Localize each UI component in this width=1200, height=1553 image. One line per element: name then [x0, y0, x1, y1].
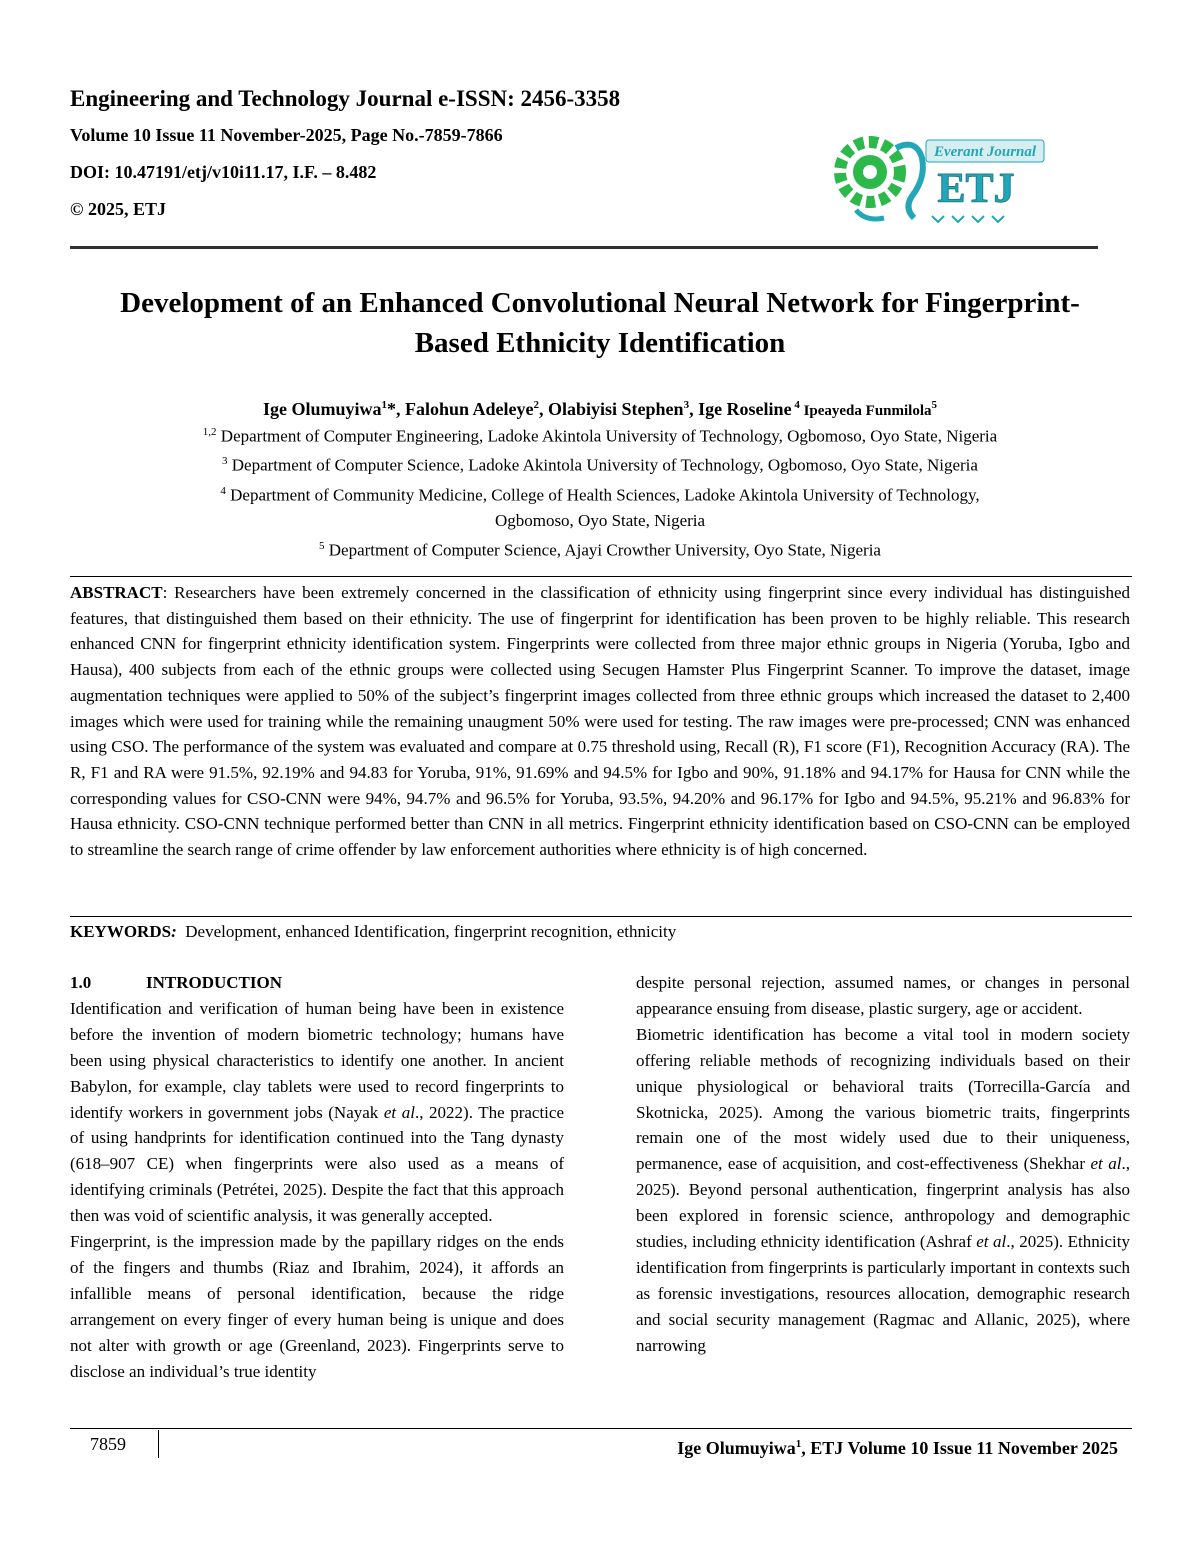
right-column — [636, 970, 1130, 1359]
affiliation-sup: 5 — [319, 539, 325, 552]
abstract-label: ABSTRACT — [70, 583, 163, 602]
author-2-sup: 2 — [533, 399, 540, 411]
copyright-line: © 2025, ETJ — [70, 199, 166, 219]
journal-title: Engineering and Technology Journal e-ISSN: 2456-3358 — [70, 86, 621, 111]
author-separator: , — [539, 399, 549, 419]
author-5: Ipeayeda Funmilola — [799, 403, 932, 419]
section-number: 1.0 — [70, 973, 92, 992]
logo-text-main: ETJ — [937, 166, 1015, 212]
text-run-italic: et al — [383, 1102, 415, 1122]
keywords-text: Development, enhanced Identification, fingerprint recognition, ethnicity — [176, 922, 677, 941]
author-3-sup: 3 — [683, 399, 690, 411]
text-run-italic: et al — [1090, 1154, 1122, 1174]
abstract — [70, 580, 1130, 863]
author-separator: , — [689, 399, 699, 419]
abstract-bottom-rule — [70, 916, 1132, 917]
paper-title-line1: Development of an Enhanced Convolutional Neural Network for Fingerprint- — [120, 287, 1080, 319]
corresponding-marker: *, — [387, 399, 405, 419]
affiliation-sup: 3 — [222, 455, 228, 468]
author-1: Ige Olumuyiwa — [262, 399, 382, 419]
intro-paragraph-3 — [636, 1022, 1130, 1359]
running-footer — [677, 1432, 1118, 1460]
volume-line: Volume 10 Issue 11 November-2025, Page No.-7859-7866 — [70, 125, 503, 145]
text-run-italic: et al — [976, 1232, 1007, 1252]
section-title: INTRODUCTION — [146, 973, 283, 992]
footer-author: Ige Olumuyiwa — [677, 1438, 796, 1458]
page-number: 7859 — [90, 1434, 126, 1454]
affiliation-3 — [60, 449, 1140, 478]
keywords-colon: : — [171, 922, 177, 941]
author-4: Ige Roseline — [698, 399, 792, 419]
intro-paragraph-2-cont: despite personal rejection, assumed names, or changes in personal appearance ensuing from disease, plastic surgery, age or accident. — [636, 973, 1130, 1018]
footer-author-sup: 1 — [795, 1438, 802, 1450]
paper-title-line2: Based Ethnicity Identification — [414, 327, 786, 359]
text-run: ., 2022). The practice of using handprints for identification continued into the Tang dynasty (618–907 CE) when fingerprints were also used as a means of identifying criminals (Petrétei, 2025). Despite the fact that this approach then was void of scientific analysis, it was generally accepted. — [70, 1102, 564, 1226]
author-3: Olabiyisi Stephen — [548, 399, 684, 419]
text-run: ., 2025). Ethnicity identification from fingerprints is particularly important in contexts such as forensic investigations, resources allocation, demographic research and social security management (Ragmac and Allanic, 2025), where narrowing — [636, 1232, 1130, 1355]
keywords — [70, 919, 1130, 944]
affiliation-text: Department of Computer Engineering, Ladoke Akintola University of Technology, Ogbomoso, Oyo State, Nigeria — [216, 426, 998, 446]
section-heading — [70, 970, 564, 996]
affiliations — [60, 420, 1140, 563]
intro-paragraph-2: Fingerprint, is the impression made by the papillary ridges on the ends of the fingers and thumbs (Riaz and Ibrahim, 2024), it affords an infallible means of personal identification, because the ridge arrangement on every finger of every human being is unique and does not alter with growth or age (Greenland, 2023). Fingerprints serve to disclose an individual’s true identity — [70, 1232, 564, 1381]
abstract-text: : Researchers have been extremely concerned in the classification of ethnicity using fingerprint since every individual has distinguished features, that distinguished them based on their ethnicity. The use of fingerprint for identification has been proven to be highly reliable. This research enhanced CNN for fingerprint ethnicity identification system. Fingerprints were collected from three major ethnic groups in Nigeria (Yoruba, Igbo and Hausa), 400 subjects from each of the ethnic groups were collected using Secugen Hamster Plus Fingerprint Scanner. To improve the dataset, image augmentation techniques were applied to 50% of the subject’s fingerprint images collected from three ethnic groups which increased the dataset to 2,400 images which were used for training while the remaining unaugment 50% were used for testing. The raw images were pre-processed; CNN was enhanced using CSO. The performance of the system was evaluated and compare at 0.75 threshold using, Recall (R), F1 score (F1), Recognition Accuracy (RA). The R, F1 and RA were 91.5%, 92.19% and 94.83 for Yoruba, 91%, 91.69% and 94.5% for Igbo and 90%, 91.18% and 94.17% for Hausa for CNN while the corresponding values for CSO-CNN were 94%, 94.7% and 96.5% for Yoruba, 93.5%, 94.20% and 96.17% for Igbo and 94.5%, 95.21% and 96.83% for Hausa ethnicity. CSO-CNN technique performed better than CNN in all metrics. Fingerprint ethnicity identification based on CSO-CNN can be employed to streamline the search range of crime offender by law enforcement authorities where ethnicity is of high concerned. — [70, 583, 1130, 860]
author-1-sup: 1 — [381, 399, 387, 411]
header-divider — [70, 246, 1098, 249]
affiliation-sup: 4 — [220, 484, 226, 497]
doi-line: DOI: 10.47191/etj/v10i11.17, I.F. – 8.482 — [70, 162, 377, 182]
affiliation-5 — [60, 534, 1140, 563]
affiliation-sup: 1,2 — [202, 426, 217, 438]
etj-logo — [826, 118, 1050, 230]
gear-icon — [840, 142, 900, 202]
footer-citation: , ETJ Volume 10 Issue 11 November 2025 — [801, 1438, 1118, 1458]
author-2: Falohun Adeleye — [405, 399, 534, 419]
author-list — [60, 393, 1140, 423]
abstract-top-rule — [70, 576, 1132, 577]
author-5-sup: 5 — [931, 399, 937, 411]
footer-divider — [158, 1430, 159, 1458]
text-run: Biometric identification has become a vital tool in modern society offering reliable methods of recognizing individuals based on their unique physiological or behavioral traits (Torrecilla-García and Skotnicka, 2025). Among the various biometric traits, fingerprints remain one of the most widely used due to their uniqueness, permanence, ease of acquisition, and cost-effectiveness (Shekhar — [636, 1024, 1130, 1174]
footer-rule — [70, 1428, 1132, 1429]
author-4-sup: 4 — [791, 399, 800, 411]
affiliation-4 — [60, 479, 1140, 508]
logo-text-top: Everant Journal — [933, 144, 1037, 160]
text-run: ., 2025). Beyond personal authentication, fingerprint analysis has also been explored in forensic science, anthropology and demographic studies, including ethnicity identification (Ashraf — [636, 1154, 1130, 1252]
journal-header — [70, 84, 770, 235]
affiliation-text: Ogbomoso, Oyo State, Nigeria — [494, 511, 706, 531]
paper-title — [60, 283, 1140, 363]
affiliation-1-2 — [60, 420, 1140, 449]
intro-paragraph-1 — [70, 996, 564, 1229]
affiliation-text: Department of Computer Science, Ladoke Akintola University of Technology, Ogbomoso, Oyo State, Nigeria — [227, 456, 978, 476]
affiliation-text: Department of Community Medicine, College of Health Sciences, Ladoke Akintola University of Technology, — [225, 485, 980, 505]
text-run: Identification and verification of human being have been in existence before the invention of modern biometric technology; humans have been using physical characteristics to identify one another. In ancient Babylon, for example, clay tablets were used to record fingerprints to identify workers in government jobs (Nayak — [70, 998, 564, 1122]
left-column — [70, 970, 564, 1385]
keywords-label: KEYWORDS — [70, 922, 172, 941]
affiliation-4-cont — [60, 508, 1140, 534]
affiliation-text: Department of Computer Science, Ajayi Crowther University, Oyo State, Nigeria — [324, 540, 881, 560]
